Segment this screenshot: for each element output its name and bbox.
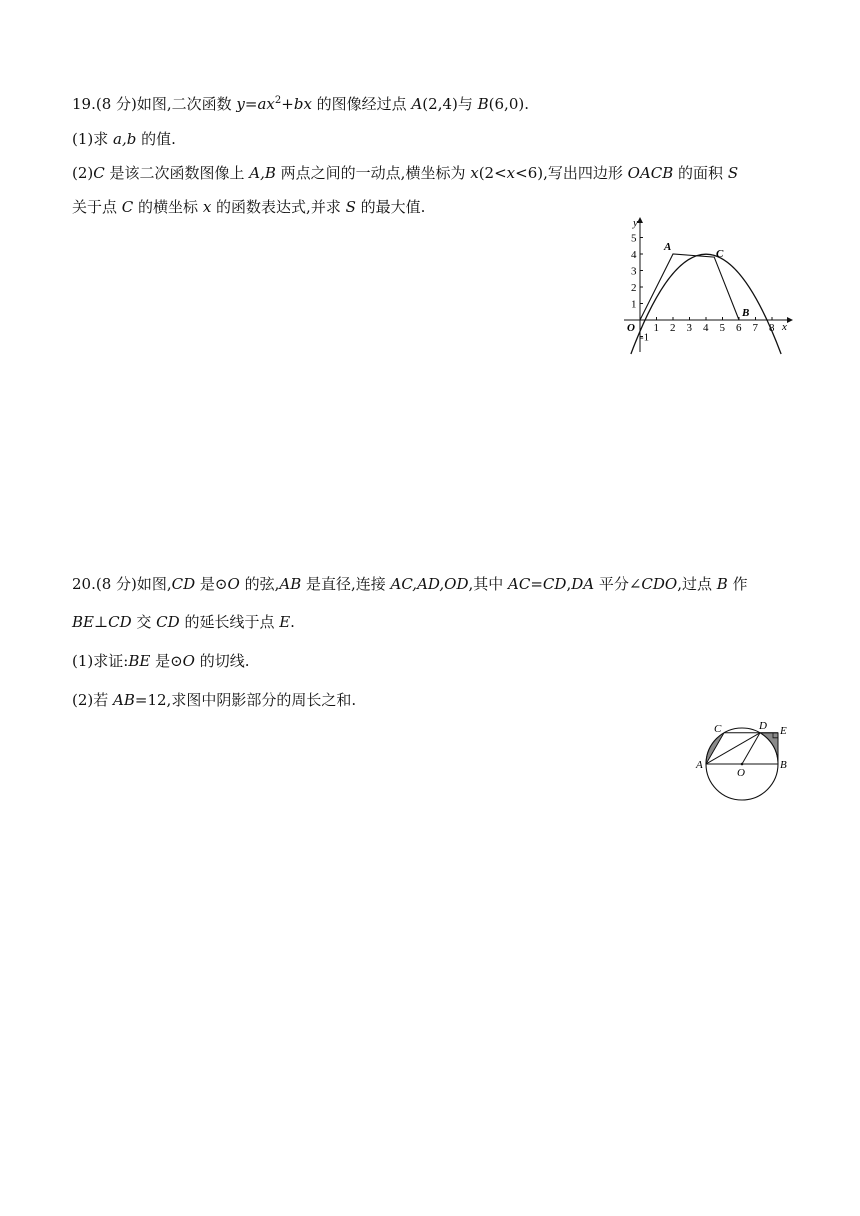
circle-figure (692, 718, 796, 804)
svg-text:6: 6 (736, 322, 742, 334)
label-B: B (780, 759, 787, 771)
svg-text:4: 4 (631, 249, 637, 261)
svg-text:8: 8 (769, 322, 775, 334)
problem19-part1: (1)求 a,b 的值. (72, 130, 176, 148)
label-O: O (737, 767, 745, 779)
parabola-curve (631, 254, 781, 354)
label-C: C (714, 723, 722, 735)
label-A: A (696, 759, 703, 771)
center-dot (741, 763, 744, 766)
svg-text:3: 3 (631, 265, 637, 278)
svg-text:2: 2 (631, 282, 637, 294)
svg-text:1: 1 (631, 298, 637, 311)
problem20-part2: (2)若 AB=12,求图中阴影部分的周长之和. (72, 691, 357, 709)
origin-label: O (627, 322, 635, 334)
svg-text:2: 2 (670, 322, 676, 334)
problem19-line1: 19.(8 分)如图,二次函数 $y=ax^2+bx$ 的图像经过点 A(2,4)与 B(6,0). (72, 95, 529, 113)
problem19-part2-cont: 关于点 C 的横坐标 x 的函数表达式,并求 S 的最大值. (72, 198, 426, 216)
svg-text:7: 7 (752, 322, 758, 334)
svg-text:3: 3 (686, 322, 692, 334)
svg-text:5: 5 (631, 232, 637, 245)
point-A-label: A (664, 241, 672, 253)
svg-text:1: 1 (653, 322, 659, 334)
quadrilateral-OACB (640, 254, 739, 320)
y-axis-label: y (633, 217, 638, 229)
problem20-line1: 20.(8 分)如图,CD 是⊙O 的弦,AB 是直径,连接 AC,AD,OD,其中 AC=CD,DA 平分∠CDO,过点 B 作 (72, 575, 748, 593)
point-B-label: B (742, 307, 750, 319)
point-C-label: C (716, 248, 724, 260)
problem19-part2: (2)C 是该二次函数图像上 A,B 两点之间的一动点,横坐标为 x(2<x<6),写出四边形 OACB 的面积 S (72, 164, 739, 182)
x-axis-label: x (782, 321, 787, 333)
parabola-figure (616, 212, 802, 358)
svg-text:4: 4 (703, 322, 709, 334)
svg-text:5: 5 (719, 322, 725, 334)
problem20-part1: (1)求证:BE 是⊙O 的切线. (72, 652, 250, 670)
problem20-line2: BE⊥CD 交 CD 的延长线于点 E. (72, 613, 295, 631)
label-D: D (759, 720, 767, 732)
svg-text:-1: -1 (640, 331, 650, 344)
label-E: E (780, 725, 787, 737)
